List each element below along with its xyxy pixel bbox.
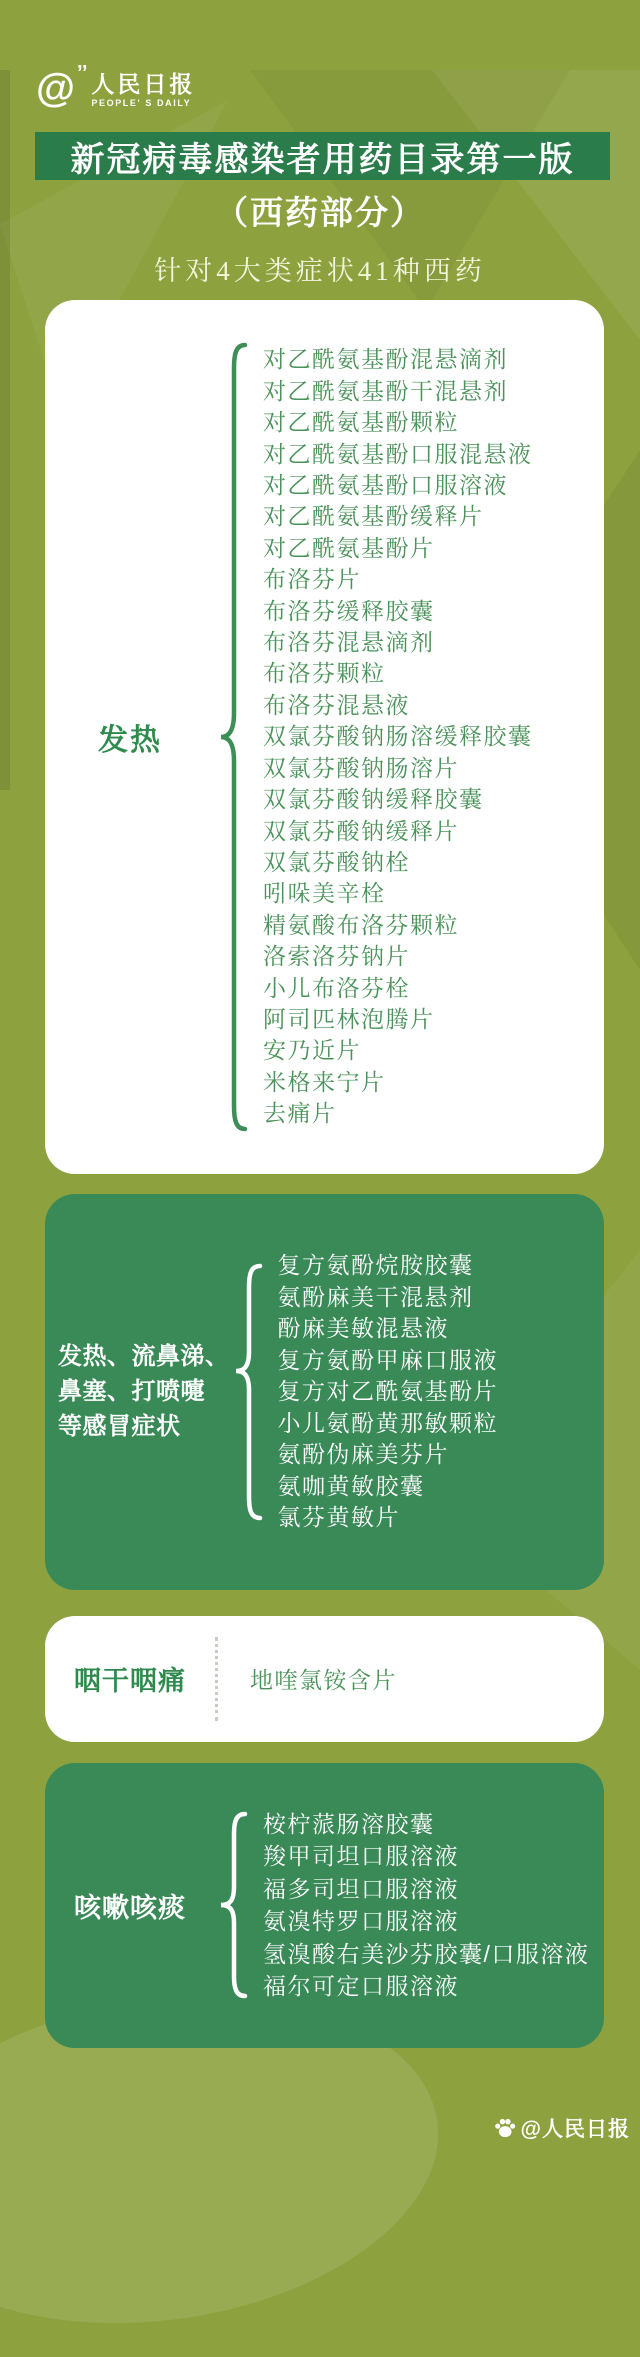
- section-label-cold-symptoms: [45, 1339, 230, 1444]
- brace-icon: [215, 1811, 249, 1999]
- medication-item: 双氯芬酸钠缓释胶囊: [263, 786, 484, 813]
- medication-item: 对乙酰氨基酚口服溶液: [263, 472, 508, 499]
- section-label-sore-throat: [45, 1659, 215, 1698]
- medication-item: 小儿氨酚黄那敏颗粒: [277, 1409, 498, 1436]
- medication-item: 氢溴酸右美沙芬胶囊/口服溶液: [263, 1940, 590, 1967]
- medication-item: 氨咖黄敏胶囊: [277, 1472, 425, 1499]
- medication-item: 氯芬黄敏片: [277, 1504, 400, 1530]
- medication-item: 酚麻美敏混悬液: [277, 1315, 449, 1341]
- medication-item: 对乙酰氨基酚混悬滴剂: [263, 346, 508, 373]
- medication-list-cough: [249, 1808, 589, 2003]
- medication-item: 对乙酰氨基酚干混悬剂: [263, 377, 508, 404]
- medication-item: 阿司匹林泡腾片: [263, 1005, 435, 1032]
- medication-item: 氨酚伪麻美芬片: [277, 1441, 449, 1467]
- medication-item: 对乙酰氨基酚片: [263, 534, 435, 561]
- section-label-line: 发热、流鼻涕、: [58, 1343, 230, 1371]
- medication-item: 小儿布洛芬栓: [263, 974, 410, 1001]
- medication-item: 双氯芬酸钠栓: [263, 848, 410, 875]
- section-label-text: 发热: [98, 724, 162, 757]
- section-label-text: 咽干咽痛: [74, 1666, 186, 1696]
- medication-list-cold-symptoms: [264, 1250, 499, 1534]
- section-label-text: 咳嗽咳痰: [74, 1892, 186, 1923]
- section-label-fever: [45, 715, 215, 759]
- page-subtitle: （西药部分）: [215, 194, 425, 231]
- medication-item: 布洛芬缓释胶囊: [263, 597, 435, 624]
- section-card-cough: [45, 1763, 604, 2048]
- brand-name: 人民日报: [91, 71, 196, 97]
- medication-item: 复方氨酚甲麻口服液: [277, 1346, 498, 1373]
- medication-item: 吲哚美辛栓: [263, 880, 386, 907]
- medication-item: 桉柠蒎肠溶胶囊: [263, 1810, 435, 1837]
- medication-item: 对乙酰氨基酚口服混悬液: [263, 440, 533, 467]
- medication-item: 复方对乙酰氨基酚片: [277, 1378, 498, 1404]
- medication-item: 双氯芬酸钠肠溶片: [263, 754, 459, 781]
- medication-item: 羧甲司坦口服溶液: [263, 1843, 459, 1869]
- brace-icon: [230, 1263, 264, 1521]
- medication-item: 米格来宁片: [263, 1068, 386, 1095]
- brand-subname: PEOPLE' S DAILY: [91, 98, 192, 108]
- medication-item: 氨酚麻美干混悬剂: [277, 1283, 474, 1310]
- medication-item: 福多司坦口服溶液: [263, 1875, 459, 1902]
- paw-icon: [494, 2118, 516, 2138]
- title-banner: [35, 132, 610, 180]
- watermark-text: @人民日报: [520, 2118, 630, 2141]
- medication-item: 去痛片: [263, 1100, 337, 1127]
- medication-item: 双氯芬酸钠肠溶缓释胶囊: [263, 723, 533, 750]
- medication-item: 氨溴特罗口服溶液: [263, 1908, 459, 1934]
- section-label-line: 鼻塞、打喷嚏: [58, 1378, 205, 1406]
- medication-item: 洛索洛芬钠片: [263, 943, 410, 970]
- medication-item: 布洛芬片: [263, 566, 361, 593]
- medication-item: 布洛芬混悬滴剂: [263, 629, 435, 656]
- watermark: [494, 2113, 630, 2143]
- at-megaphone-icon: @: [36, 66, 76, 110]
- medication-item: 精氨酸布洛芬颗粒: [263, 911, 459, 938]
- section-card-sore-throat: [45, 1616, 604, 1742]
- medication-item: 福尔可定口服溶液: [263, 1973, 459, 1999]
- section-label-line: 等感冒症状: [58, 1413, 181, 1441]
- dotted-divider: [215, 1637, 218, 1721]
- medication-item: 对乙酰氨基酚缓释片: [263, 503, 484, 530]
- medication-item: 双氯芬酸钠缓释片: [263, 817, 459, 844]
- page-title: 新冠病毒感染者用药目录第一版: [70, 140, 575, 179]
- page-tagline: 针对4大类症状41种西药: [154, 256, 486, 286]
- medication-list-fever: [249, 344, 533, 1129]
- peoples-daily-logo: [36, 62, 640, 112]
- section-card-cold-symptoms: [45, 1194, 604, 1590]
- medication-item: 布洛芬混悬液: [263, 691, 410, 718]
- sound-wave-icon: ’’: [77, 62, 88, 84]
- medication-item: 复方氨酚烷胺胶囊: [277, 1252, 474, 1278]
- brace-icon: [215, 342, 249, 1132]
- section-label-cough: [45, 1886, 215, 1925]
- medication-item: 对乙酰氨基酚颗粒: [263, 409, 459, 436]
- medication-item: 布洛芬颗粒: [263, 660, 386, 687]
- medication-item: 地喹氯铵含片: [250, 1667, 397, 1693]
- section-card-fever: [45, 300, 604, 1174]
- medication-item: 安乃近片: [263, 1037, 361, 1064]
